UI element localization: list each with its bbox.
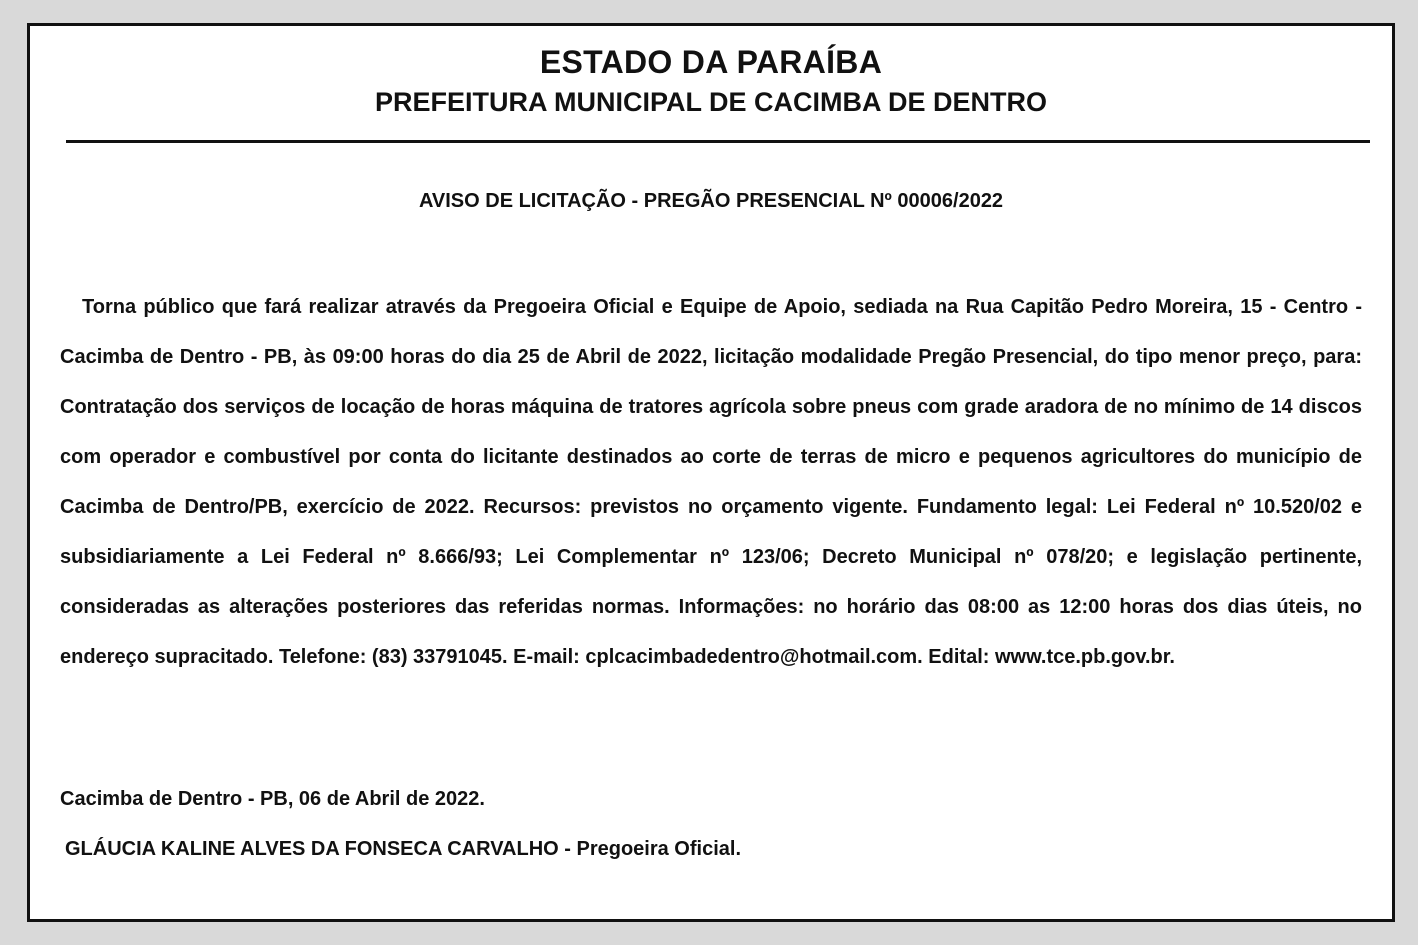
notice-date: Cacimba de Dentro - PB, 06 de Abril de 2022. xyxy=(60,788,485,810)
prefecture-heading: PREFEITURA MUNICIPAL DE CACIMBA DE DENTRO xyxy=(374,87,1047,117)
header-divider xyxy=(66,140,1370,143)
signatory: GLÁUCIA KALINE ALVES DA FONSECA CARVALHO - Pregoeira Oficial. xyxy=(65,838,741,860)
notice-body: Torna público que fará realizar através da Pregoeira Oficial e Equipe de Apoio, sediada na Rua Capitão Pedro Moreira, 15 - Centro - Cacimba de Dentro - PB, às 09:00 horas do dia 25 de Abril de 2022, licitação modalidade Pregão Presencial, do tipo menor preço, para: Contratação dos serviços de locação de horas máquina de tratores agrícola sobre pneus com grade aradora de no mínimo de 14 discos com operador e combustível por conta do licitante destinados ao corte de terras de micro e pequenos agricultores do município de Cacimba de Dentro/PB, exercício de 2022. Recursos: previstos no orçamento vigente. Fundamento legal: Lei Federal nº 10.520/02 e subsidiariamente a Lei Federal nº 8.666/93; Lei Complementar nº 123/06; Decreto Municipal nº 078/20; e legislação pertinente, consideradas as alterações posteriores das referidas normas. Informações: no horário das 08:00 as 12:00 horas dos dias úteis, no endereço supracitado. Telefone: (83) 33791045. E-mail: cplcacimbadedentro@hotmail.com. Edital: www.tce.pb.gov.br. xyxy=(60,296,1362,668)
state-heading: ESTADO DA PARAÍBA xyxy=(539,44,883,80)
notice-title: AVISO DE LICITAÇÃO - PREGÃO PRESENCIAL Nº 00006/2022 xyxy=(418,190,1004,212)
notice-box xyxy=(27,23,1395,922)
